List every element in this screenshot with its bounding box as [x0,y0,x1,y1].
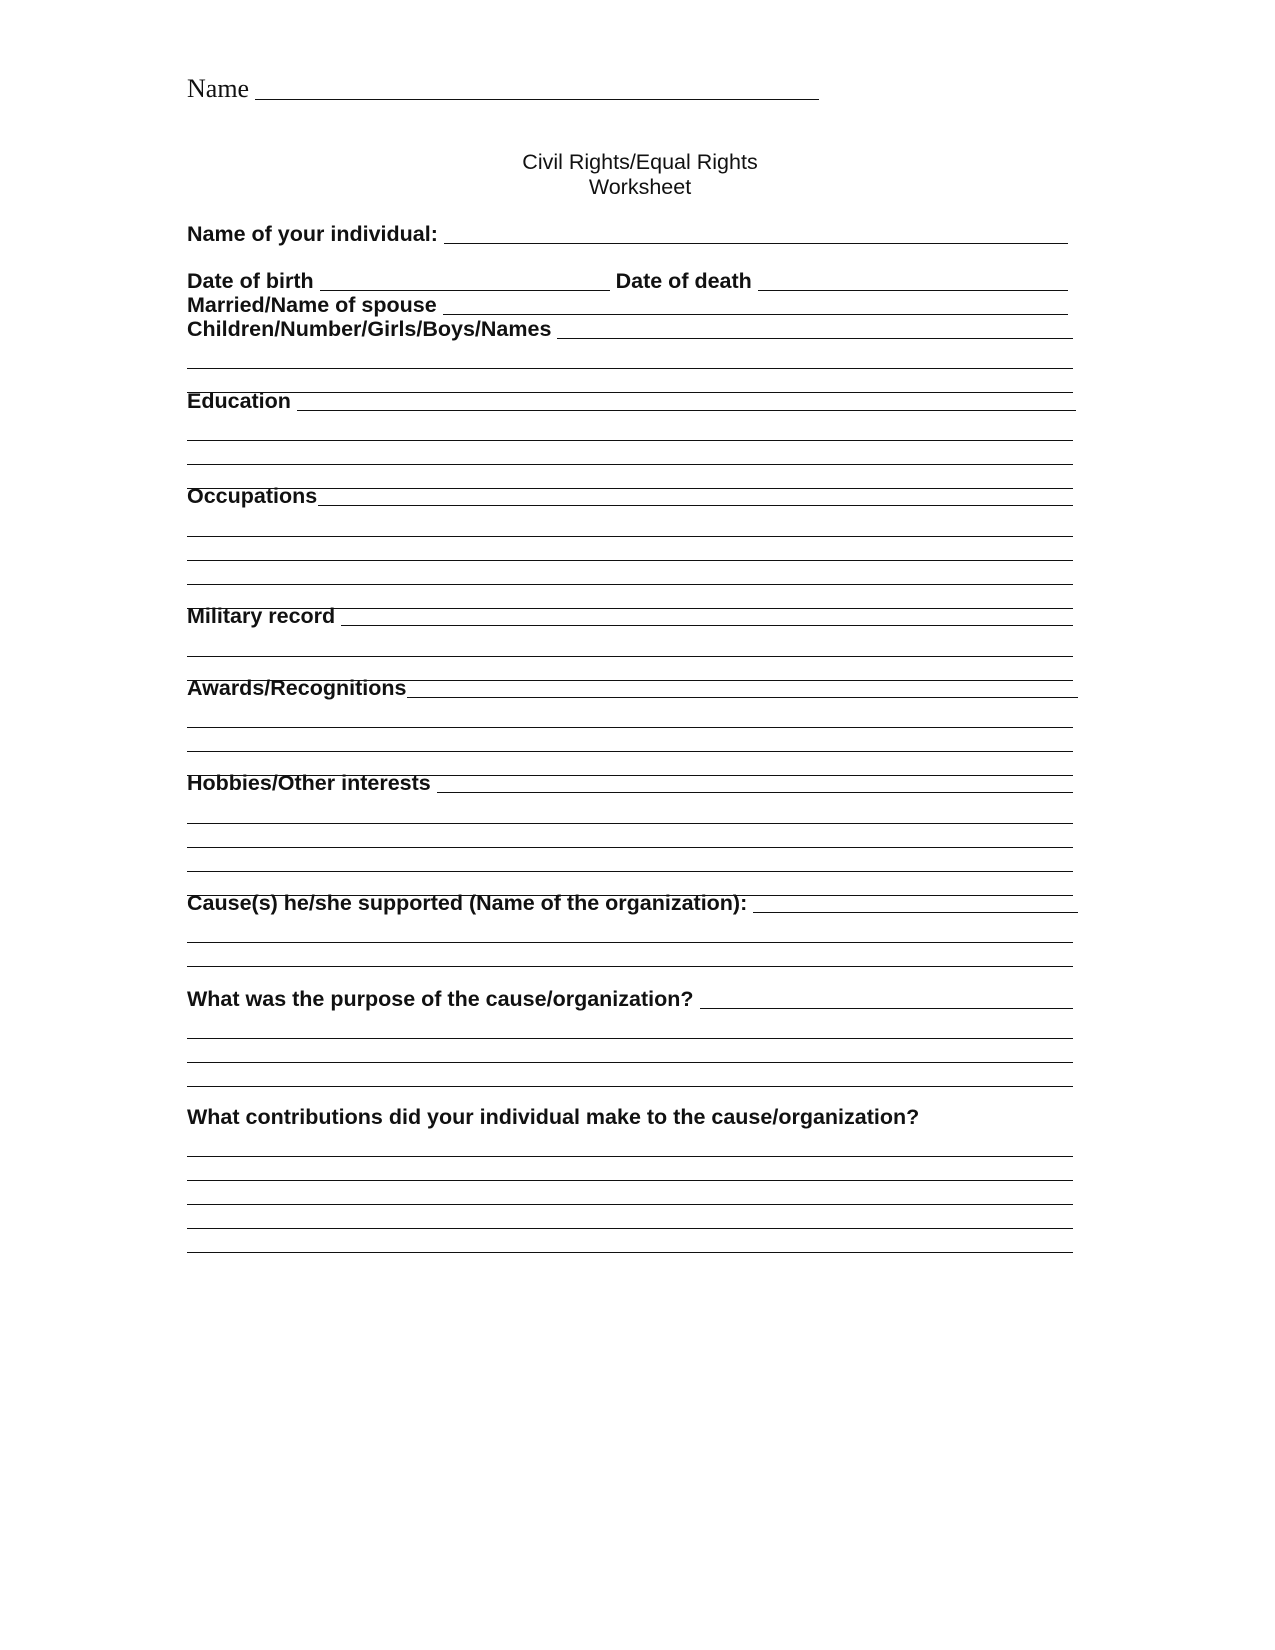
hobbies-label: Hobbies/Other interests [187,771,431,795]
education-field[interactable] [187,389,1076,414]
purpose-question-field[interactable] [187,987,1073,1012]
education-label: Education [187,389,291,413]
purpose-question-blank[interactable] [700,1008,1074,1009]
military-record-blank[interactable] [341,625,1073,626]
spouse-label: Married/Name of spouse [187,293,437,317]
hobbies-blank[interactable] [437,792,1073,793]
occupations-extra-line[interactable] [187,536,1073,537]
military-record-label: Military record [187,604,336,628]
date-of-death-label: Date of death [615,269,752,293]
date-of-death-blank[interactable] [758,290,1068,291]
spouse-blank[interactable] [443,314,1068,315]
purpose-question-label: What was the purpose of the cause/organization? [187,987,694,1011]
education-extra-line[interactable] [187,464,1073,465]
education-extra-line[interactable] [187,440,1073,441]
awards-field[interactable] [187,676,1078,701]
contributions-answer-line[interactable] [187,1228,1073,1229]
education-blank[interactable] [297,410,1076,411]
hobbies-extra-line[interactable] [187,823,1073,824]
occupations-blank[interactable] [318,505,1073,506]
military-record-field[interactable] [187,604,1073,629]
occupations-label: Occupations [187,484,318,508]
causes-extra-line[interactable] [187,966,1073,967]
children-blank[interactable] [557,338,1073,339]
causes-blank[interactable] [753,912,1078,913]
date-of-birth-blank[interactable] [320,290,610,291]
purpose-answer-line[interactable] [187,1086,1073,1087]
individual-name-blank[interactable] [444,243,1068,244]
worksheet-subtitle: Worksheet [588,175,692,199]
children-field[interactable] [187,317,1073,342]
student-name-blank[interactable] [255,99,819,100]
occupations-field[interactable] [187,484,1073,509]
student-name-field[interactable] [187,72,819,106]
spouse-field[interactable] [187,293,1068,318]
awards-blank[interactable] [407,697,1078,698]
occupations-extra-line[interactable] [187,560,1073,561]
worksheet-title: Civil Rights/Equal Rights [522,150,758,174]
date-of-birth-label: Date of birth [187,269,314,293]
military-record-extra-line[interactable] [187,656,1073,657]
hobbies-extra-line[interactable] [187,871,1073,872]
contributions-answer-line[interactable] [187,1180,1073,1181]
individual-name-field[interactable] [187,222,1068,247]
occupations-extra-line[interactable] [187,584,1073,585]
causes-extra-line[interactable] [187,942,1073,943]
hobbies-field[interactable] [187,771,1073,796]
purpose-answer-line[interactable] [187,1062,1073,1063]
contributions-answer-line[interactable] [187,1156,1073,1157]
contributions-answer-line[interactable] [187,1252,1073,1253]
children-extra-line[interactable] [187,368,1073,369]
dates-row [187,269,1068,294]
causes-field[interactable] [187,891,1078,916]
individual-name-label: Name of your individual: [187,222,438,246]
contributions-answer-line[interactable] [187,1204,1073,1205]
awards-extra-line[interactable] [187,727,1073,728]
awards-label: Awards/Recognitions [187,676,407,700]
contributions-question-field [187,1105,1073,1130]
causes-label: Cause(s) he/she supported (Name of the organization): [187,891,748,915]
purpose-answer-line[interactable] [187,1038,1073,1039]
awards-extra-line[interactable] [187,751,1073,752]
hobbies-extra-line[interactable] [187,847,1073,848]
contributions-question-label: What contributions did your individual make to the cause/organization? [187,1105,920,1129]
student-name-label: Name [187,74,250,103]
children-label: Children/Number/Girls/Boys/Names [187,317,552,341]
